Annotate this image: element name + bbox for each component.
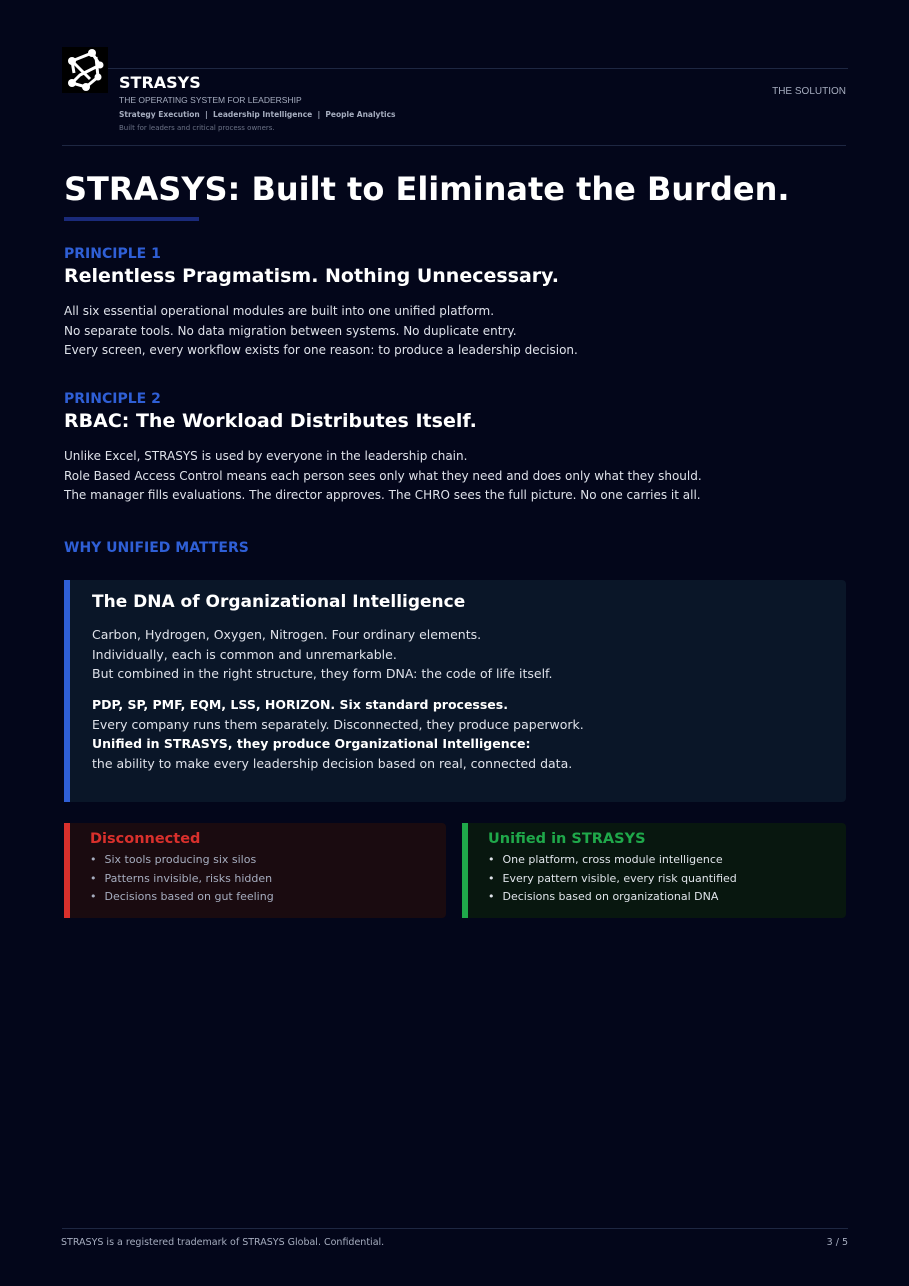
brand-tagline: THE OPERATING SYSTEM FOR LEADERSHIP bbox=[119, 95, 302, 105]
principle-2-title: RBAC: The Workload Distributes Itself. bbox=[64, 410, 477, 432]
dna-callout bbox=[64, 580, 846, 802]
brand-modules: Strategy Execution | Leadership Intelligence | People Analytics bbox=[119, 110, 396, 119]
dna-paragraph-2 bbox=[92, 695, 584, 773]
disconnected-card bbox=[64, 823, 446, 918]
header-divider-bottom bbox=[62, 145, 846, 146]
brand-name: STRASYS bbox=[119, 73, 201, 92]
footer-divider bbox=[62, 1228, 848, 1229]
list-item: • Decisions based on gut feeling bbox=[90, 888, 426, 907]
principle-2-label: PRINCIPLE 2 bbox=[64, 391, 161, 407]
body-line: Role Based Access Control means each person sees only what they need and does only what they should. bbox=[64, 468, 702, 483]
dna-line: Carbon, Hydrogen, Oxygen, Nitrogen. Four ordinary elements. bbox=[92, 627, 482, 642]
body-line: No separate tools. No data migration between systems. No duplicate entry. bbox=[64, 323, 517, 338]
list-item: • Patterns invisible, risks hidden bbox=[90, 870, 426, 889]
title-underline bbox=[64, 217, 199, 221]
list-item: • Every pattern visible, every risk quantified bbox=[488, 870, 826, 889]
brand-built-for: Built for leaders and critical process owners. bbox=[119, 124, 275, 132]
why-unified-label: WHY UNIFIED MATTERS bbox=[64, 540, 249, 556]
body-line: Every screen, every workflow exists for one reason: to produce a leadership decision. bbox=[64, 343, 578, 357]
page-title: STRASYS: Built to Eliminate the Burden. bbox=[64, 170, 790, 208]
dna-line: But combined in the right structure, they form DNA: the code of life itself. bbox=[92, 666, 553, 681]
list-item: • One platform, cross module intelligence bbox=[488, 851, 826, 870]
unified-title: Unified in STRASYS bbox=[488, 831, 646, 847]
header-divider-top bbox=[105, 68, 848, 69]
principle-1-label: PRINCIPLE 1 bbox=[64, 246, 161, 262]
list-item: • Decisions based on organizational DNA bbox=[488, 888, 826, 907]
dna-line: Individually, each is common and unremarkable. bbox=[92, 646, 397, 662]
principle-1-title: Relentless Pragmatism. Nothing Unnecessary. bbox=[64, 265, 560, 287]
body-line: All six essential operational modules are built into one unified platform. bbox=[64, 304, 495, 318]
strasys-logo-icon bbox=[62, 47, 108, 93]
footer-text: STRASYS is a registered trademark of STRASYS Global. Confidential. bbox=[61, 1237, 385, 1248]
list-item: • Six tools producing six silos bbox=[90, 851, 426, 870]
principle-2-body bbox=[64, 447, 702, 506]
dna-bold-line: Unified in STRASYS, they produce Organizational Intelligence: bbox=[92, 736, 531, 751]
dna-line: Every company runs them separately. Disconnected, they produce paperwork. bbox=[92, 716, 584, 732]
body-line: Unlike Excel, STRASYS is used by everyone in the leadership chain. bbox=[64, 449, 468, 463]
disconnected-title: Disconnected bbox=[90, 831, 201, 847]
page-number: 3 / 5 bbox=[826, 1237, 848, 1248]
dna-bold-line: PDP, SP, PMF, EQM, LSS, HORIZON. Six standard processes. bbox=[92, 697, 508, 712]
dna-title: The DNA of Organizational Intelligence bbox=[92, 592, 466, 612]
body-line: The manager fills evaluations. The director approves. The CHRO sees the full picture. No one carries it all. bbox=[64, 488, 701, 502]
unified-card bbox=[462, 823, 846, 918]
dna-paragraph-1 bbox=[92, 625, 553, 684]
dna-line: the ability to make every leadership decision based on real, connected data. bbox=[92, 755, 573, 771]
principle-1-body bbox=[64, 302, 578, 361]
section-label: THE SOLUTION bbox=[772, 86, 846, 97]
